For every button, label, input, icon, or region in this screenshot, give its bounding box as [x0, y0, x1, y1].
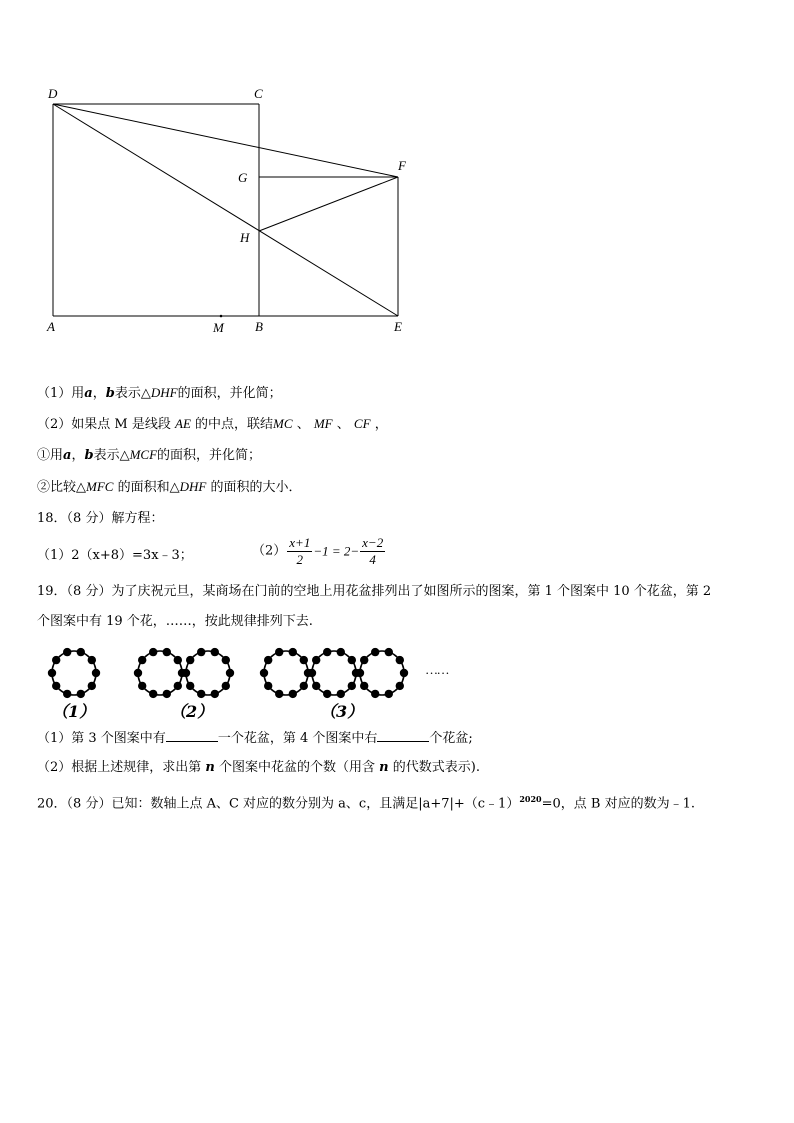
flower-pot-dot: [300, 656, 308, 664]
label-e: E: [394, 319, 402, 334]
flower-pot-dot: [312, 682, 320, 690]
label-b: B: [255, 319, 263, 334]
q20-line: 20．（8 分）已知：数轴上点 A、C 对应的数分别为 a、c，且满足|a+7|+（c﹣1）$^{2020}$=0，点 B 对应的数为﹣1.: [37, 794, 695, 812]
flower-pot-dot: [174, 656, 182, 664]
flower-pot-dot: [323, 690, 331, 698]
flower-pot-dot: [88, 682, 96, 690]
flower-pot-dot: [149, 690, 157, 698]
flower-pot-dot: [400, 669, 408, 677]
point-m-dot: [220, 315, 223, 318]
label-d: D: [48, 86, 58, 101]
flower-pot-dot: [163, 648, 171, 656]
flower-pot-dot: [88, 656, 96, 664]
q19-line2: 个图案中有 19 个花，……，按此规律排列下去.: [37, 614, 313, 629]
flower-pot-dot: [396, 682, 404, 690]
flower-pot-dot: [134, 669, 142, 677]
flower-pot-dot: [77, 690, 85, 698]
flower-pot-dot: [149, 648, 157, 656]
label-h: H: [240, 230, 250, 245]
label-c: C: [254, 86, 263, 101]
q19-line1: 19．（8 分）为了庆祝元旦，某商场在门前的空地上用花盆排列出了如图所示的图案，第 1 个图案中 10 个花盆，第 2: [37, 584, 712, 599]
flower-pot-dot: [385, 690, 393, 698]
flower-pot-dot: [371, 648, 379, 656]
segment-de: [53, 104, 398, 316]
flower-pot-dot: [396, 656, 404, 664]
answer-blank-2[interactable]: [377, 728, 429, 742]
segment-df: [53, 104, 398, 177]
ellipsis: ……: [426, 662, 450, 677]
q17-part2: （2）如果点 M 是线段 AE 的中点，联结MC 、 MF 、 CF ，: [37, 416, 388, 432]
flower-pot-dot: [360, 656, 368, 664]
flower-pot-dot: [222, 682, 230, 690]
flower-pot-dot: [52, 656, 60, 664]
flower-pot-dot: [264, 656, 272, 664]
flower-pot-dot: [92, 669, 100, 677]
flower-pot-dot: [77, 648, 85, 656]
flower-pot-dot: [312, 656, 320, 664]
flower-pot-dot: [337, 690, 345, 698]
flower-pot-dot: [63, 648, 71, 656]
answer-blank-1[interactable]: [166, 728, 218, 742]
flower-pot-dot: [197, 690, 205, 698]
flower-pot-dot: [222, 656, 230, 664]
flower-pot-dot: [138, 656, 146, 664]
flower-pot-dot: [371, 690, 379, 698]
flower-pot-dot: [360, 682, 368, 690]
q17-part1: （1）用a，b表示△DHF的面积，并化简；: [37, 385, 282, 401]
flower-pot-dot: [323, 648, 331, 656]
flower-pot-dot: [226, 669, 234, 677]
flower-pot-dot: [289, 648, 297, 656]
pattern-label-1: （1）: [52, 702, 96, 721]
segment-hf: [259, 177, 398, 231]
q17-part2-item1: ①用a，b表示△MCF的面积，并化简；: [37, 447, 262, 463]
flower-pot-dot: [260, 669, 268, 677]
label-a: A: [47, 319, 55, 334]
flower-pot-dot: [186, 682, 194, 690]
flower-pot-dot: [356, 669, 364, 677]
fraction-2: $\frac{x-2}{4}$: [362, 535, 384, 567]
flower-pot-dot: [308, 669, 316, 677]
pattern-label-3: （3）: [320, 702, 364, 721]
flower-pot-dot: [186, 656, 194, 664]
q19-part2: （2）根据上述规律，求出第 n 个图案中花盆的个数（用含 n 的代数式表示).: [37, 760, 480, 775]
label-g: G: [238, 170, 248, 185]
flower-pot-dot: [63, 690, 71, 698]
fraction-1: $\frac{x+1}{2}$: [289, 535, 311, 567]
flowerpot-patterns-figure: [0, 640, 794, 724]
flower-pot-dot: [174, 682, 182, 690]
flower-pot-dot: [275, 690, 283, 698]
flower-pot-dot: [300, 682, 308, 690]
flower-pot-dot: [211, 690, 219, 698]
flower-pot-dot: [385, 648, 393, 656]
geometry-figure: [0, 0, 794, 345]
q19-part1: （1）第 3 个图案中有 一个花盆，第 4 个图案中右 个花盆;: [37, 728, 473, 748]
flower-pot-dot: [182, 669, 190, 677]
flower-pot-dot: [138, 682, 146, 690]
pattern-label-2: （2）: [170, 702, 214, 721]
flower-pot-dot: [289, 690, 297, 698]
flower-pot-dot: [48, 669, 56, 677]
flower-pot-dot: [264, 682, 272, 690]
q18-header: 18．（8 分）解方程：: [37, 511, 164, 526]
flower-pot-dot: [348, 682, 356, 690]
q17-part2-item2: ②比较△MFC 的面积和△DHF 的面积的大小．: [37, 479, 302, 495]
flower-pot-dot: [275, 648, 283, 656]
flower-pot-dot: [197, 648, 205, 656]
flower-pot-dot: [211, 648, 219, 656]
flower-pot-dot: [337, 648, 345, 656]
q18-part1: （1）2（x+8）=3x﹣3；: [37, 548, 193, 563]
flower-pot-dot: [348, 656, 356, 664]
flower-pot-dot: [163, 690, 171, 698]
flower-pot-dot: [52, 682, 60, 690]
q18-part2: （2） $\frac{x+1}{2}$ −1 = 2− $\frac{x-2}{4}$: [252, 535, 384, 567]
label-f: F: [398, 158, 406, 173]
label-m: M: [213, 320, 224, 335]
